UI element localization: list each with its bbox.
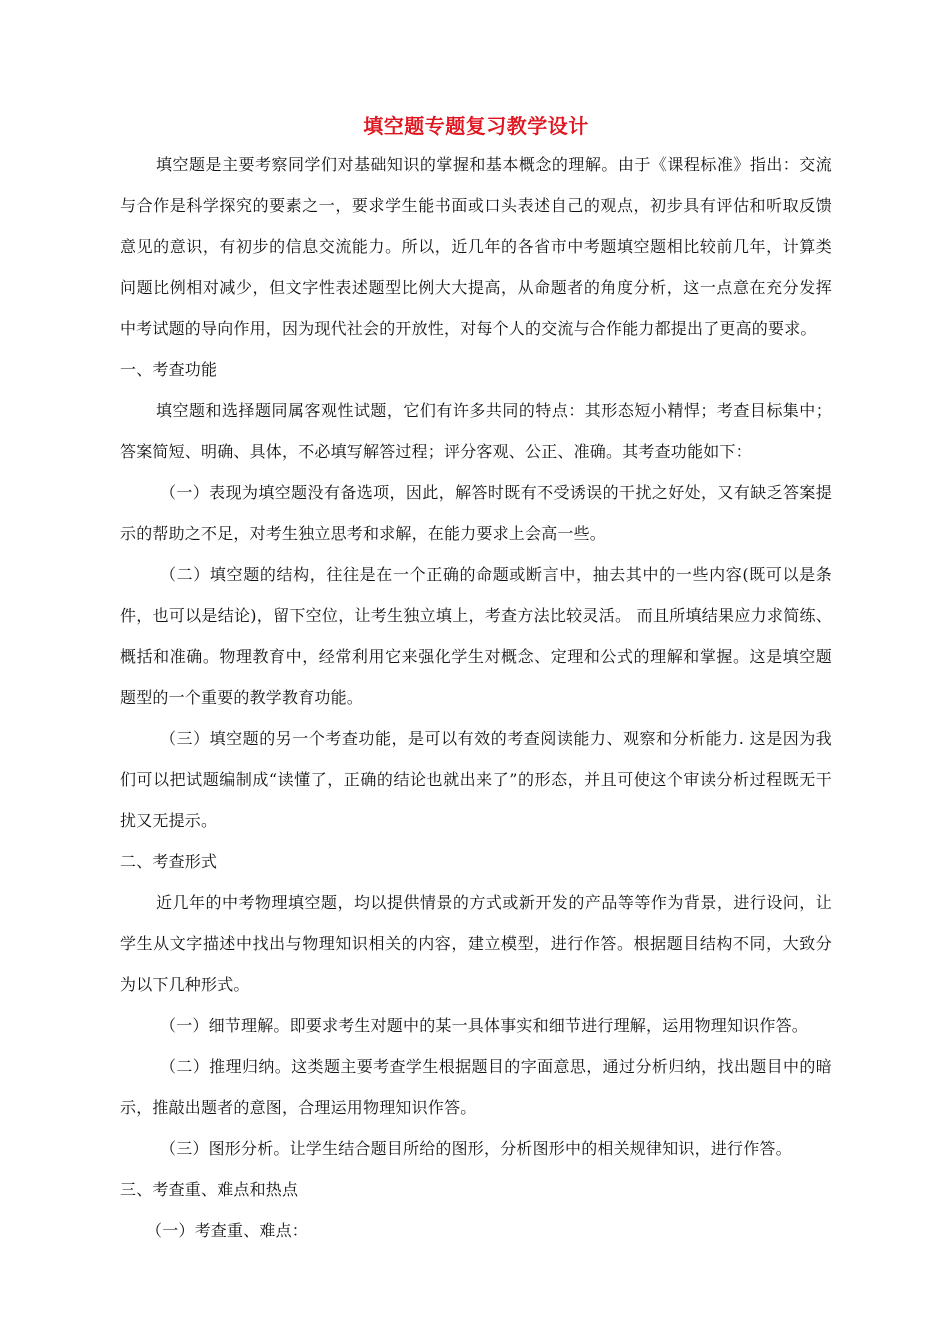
section-heading-form: 二、考查形式 [120,852,218,871]
document-title: 填空题专题复习教学设计 [363,114,589,138]
section-heading-focus: 三、考查重、难点和热点 [120,1180,299,1199]
section-function-item-1: （一）表现为填空题没有备选项，因此，解答时既有不受诱误的干扰之好处，又有缺乏答案提示的帮助之不足，对考生独立思考和求解，在能力要求上会高一些。 [120,483,832,543]
section-form-item-1: （一）细节理解。即要求考生对题中的某一具体事实和细节进行理解，运用物理知识作答。 [160,1016,809,1035]
intro-paragraph: 填空题是主要考察同学们对基础知识的掌握和基本概念的理解。由于《课程标准》指出：交流与合作是科学探究的要素之一，要求学生能书面或口头表述自己的观点，初步具有评估和听取反馈意见的意识，有初步的信息交流能力。所以，近几年的各省市中考题填空题相比较前几年，计算类问题比例相对减少，但文字性表述题型比例大大提高，从命题者的角度分析，这一点意在充分发挥中考试题的导向作用，因为现代社会的开放性，对每个人的交流与合作能力都提出了更高的要求。 [120,155,832,338]
section-focus-sub-1: （一）考查重、难点： [146,1221,309,1240]
section-function-intro: 填空题和选择题同属客观性试题，它们有许多共同的特点：其形态短小精悍；考查目标集中；答案简短、明确、具体，不必填写解答过程；评分客观、公正、准确。其考查功能如下： [120,401,832,461]
section-function-item-2: （二）填空题的结构，往往是在一个正确的命题或断言中，抽去其中的一些内容(既可以是条件，也可以是结论)，留下空位，让考生独立填上，考查方法比较灵活。 而且所填结果应力求简练、概括和准确。物理教育中，经常利用它来强化学生对概念、定理和公式的理解和掌握。这是填空题题型的一个重要的教学教育功能。 [120,565,832,707]
section-function-item-3: （三）填空题的另一个考查功能，是可以有效的考查阅读能力、观察和分析能力. 这是因为我们可以把试题编制成“读懂了，正确的结论也就出来了”的形态，并且可使这个审读分析过程既无干扰又无提示。 [120,729,832,830]
section-form-intro: 近几年的中考物理填空题，均以提供情景的方式或新开发的产品等等作为背景，进行设问，让学生从文字描述中找出与物理知识相关的内容，建立模型，进行作答。根据题目结构不同，大致分为以下几种形式。 [120,893,832,994]
section-heading-function: 一、考查功能 [120,360,218,379]
document-body [120,112,832,1251]
section-form-item-2: （二）推理归纳。这类题主要考查学生根据题目的字面意思，通过分析归纳，找出题目中的暗示，推敲出题者的意图，合理运用物理知识作答。 [120,1057,832,1117]
section-form-item-3: （三）图形分析。让学生结合题目所给的图形，分析图形中的相关规律知识，进行作答。 [160,1139,792,1158]
